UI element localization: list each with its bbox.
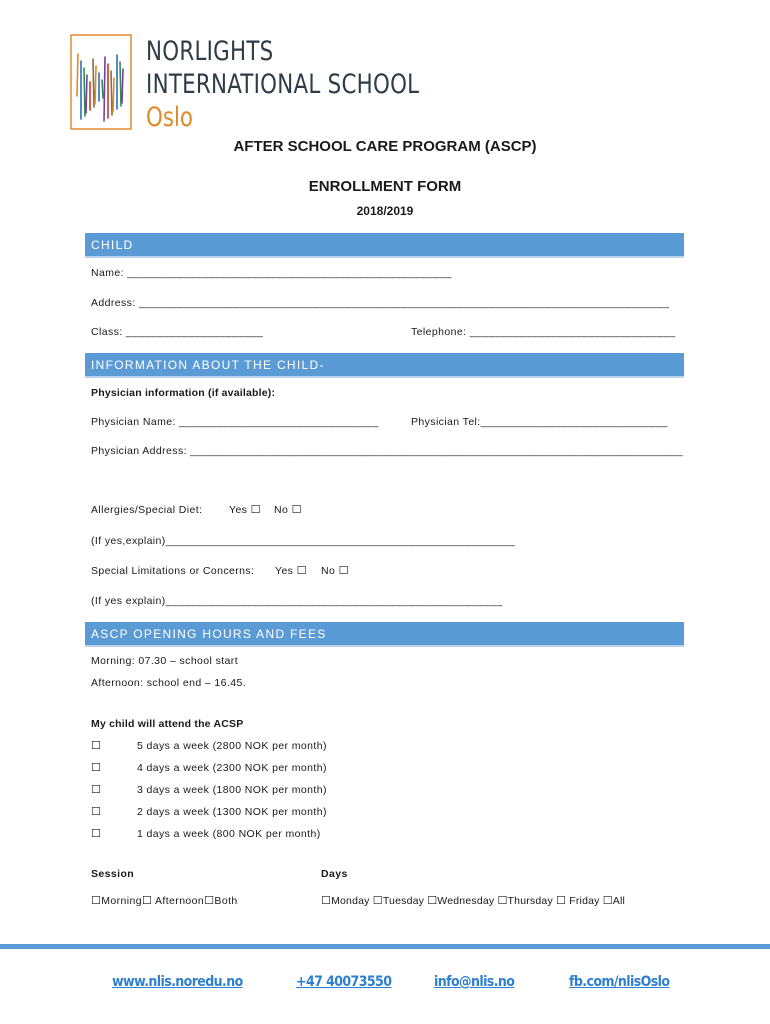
day-monday-label[interactable]: Monday	[331, 895, 370, 907]
footer-email-link[interactable]: info@nlis.no	[434, 974, 515, 990]
physician-info-heading: Physician information (if available):	[91, 387, 276, 399]
checkbox-icon[interactable]: ☐	[91, 827, 102, 840]
logo-bar	[84, 68, 85, 116]
logo-bar	[104, 57, 105, 121]
session-morning-label[interactable]: Morning	[101, 895, 142, 907]
logo-bar	[77, 54, 78, 96]
checkbox-icon[interactable]: ☐	[372, 894, 383, 907]
attendance-option-label: 5 days a week (2800 NOK per month)	[137, 740, 327, 752]
session-afternoon-label[interactable]: Afternoon	[155, 895, 205, 907]
yes-label: Yes	[229, 504, 248, 516]
checkbox-icon[interactable]: ☐	[91, 783, 102, 796]
checkbox-icon[interactable]: ☐	[296, 564, 307, 577]
checkbox-icon[interactable]: ☐	[497, 894, 508, 907]
session-both-label[interactable]: Both	[214, 895, 238, 907]
checkbox-icon[interactable]: ☐	[602, 894, 613, 907]
session-options	[91, 894, 238, 907]
checkbox-icon[interactable]: ☐	[321, 894, 332, 907]
attendance-option-label: 1 days a week (800 NOK per month)	[137, 828, 321, 840]
days-options	[321, 894, 625, 907]
attendance-option-label: 4 days a week (2300 NOK per month)	[137, 762, 327, 774]
child-address-field[interactable]: Address: _____________________________________________________________________________________	[91, 297, 670, 309]
section-header-hours: ASCP OPENING HOURS AND FEES	[85, 622, 684, 647]
checkbox-icon[interactable]: ☐	[91, 739, 102, 752]
logo-name-line1: NORLIGHTS	[146, 36, 274, 67]
checkbox-icon[interactable]: ☐	[204, 894, 215, 907]
logo-bar	[122, 69, 123, 103]
form-subtitle: ENROLLMENT FORM	[308, 178, 462, 195]
attendance-option-label: 3 days a week (1800 NOK per month)	[137, 784, 327, 796]
days-label: Days	[321, 868, 348, 880]
footer-website-link[interactable]: www.nlis.noredu.no	[112, 974, 243, 990]
logo-bar	[93, 59, 94, 107]
checkbox-icon[interactable]: ☐	[338, 564, 349, 577]
logo-bar	[113, 78, 114, 112]
footer-divider	[0, 944, 770, 949]
day-tuesday-label[interactable]: Tuesday	[382, 895, 425, 907]
checkbox-icon[interactable]: ☐	[250, 503, 261, 516]
checkbox-icon[interactable]: ☐	[91, 894, 102, 907]
physician-name-field[interactable]: Physician Name: ________________________________	[91, 416, 379, 428]
no-label: No	[321, 565, 336, 577]
section-header-info: INFORMATION ABOUT THE CHILD-	[85, 353, 684, 378]
day-friday-label[interactable]: Friday	[569, 895, 600, 907]
logo-bar	[120, 62, 121, 106]
allergies-explain-field[interactable]: (If yes,explain)________________________________________________________	[91, 535, 516, 547]
logo-name-line2: INTERNATIONAL SCHOOL	[146, 69, 420, 100]
footer-phone-link[interactable]: +47 40073550	[296, 974, 392, 990]
form-title: AFTER SCHOOL CARE PROGRAM (ASCP)	[233, 138, 537, 155]
allergies-label: Allergies/Special Diet:	[91, 504, 203, 516]
checkbox-icon[interactable]: ☐	[291, 503, 302, 516]
limitations-yes-option[interactable]	[275, 564, 307, 577]
child-name-field[interactable]: Name: ____________________________________________________	[91, 267, 452, 279]
school-logo-text	[146, 38, 457, 131]
footer-facebook-link[interactable]: fb.com/nlisOslo	[569, 974, 670, 990]
physician-tel-field[interactable]: Physician Tel:______________________________	[411, 416, 668, 428]
day-all-label[interactable]: All	[612, 895, 626, 907]
logo-bar	[102, 80, 103, 98]
morning-hours: Morning: 07.30 – school start	[91, 655, 239, 667]
checkbox-icon[interactable]: ☐	[427, 894, 438, 907]
limitations-label: Special Limitations or Concerns:	[91, 565, 255, 577]
school-year: 2018/2019	[356, 204, 414, 218]
attendance-option-label: 2 days a week (1300 NOK per month)	[137, 806, 327, 818]
logo-bar	[111, 71, 112, 115]
checkbox-icon[interactable]: ☐	[556, 894, 567, 907]
day-wednesday-label[interactable]: Wednesday	[437, 895, 495, 907]
checkbox-icon[interactable]: ☐	[91, 805, 102, 818]
limitations-no-option[interactable]	[321, 564, 349, 577]
checkbox-icon[interactable]: ☐	[91, 761, 102, 774]
checkbox-icon[interactable]: ☐	[142, 894, 153, 907]
allergies-no-option[interactable]	[274, 503, 302, 516]
no-label: No	[274, 504, 289, 516]
child-telephone-field[interactable]: Telephone: _________________________________	[411, 326, 676, 338]
day-thursday-label[interactable]: Thursday	[507, 895, 553, 907]
physician-address-field[interactable]: Physician Address: _______________________________________________________________________________	[91, 445, 684, 457]
logo-city: Oslo	[146, 102, 193, 133]
logo-bar	[95, 66, 96, 104]
school-logo-icon	[70, 34, 132, 130]
afternoon-hours: Afternoon: school end – 16.45.	[91, 677, 247, 689]
section-header-child: CHILD	[85, 233, 684, 258]
attend-heading: My child will attend the ACSP	[91, 718, 244, 730]
limitations-explain-field[interactable]: (If yes explain)______________________________________________________	[91, 595, 503, 607]
child-class-field[interactable]: Class: ______________________	[91, 326, 264, 338]
yes-label: Yes	[275, 565, 294, 577]
session-label: Session	[91, 868, 135, 880]
allergies-yes-option[interactable]	[229, 503, 261, 516]
logo-bar	[86, 75, 87, 113]
